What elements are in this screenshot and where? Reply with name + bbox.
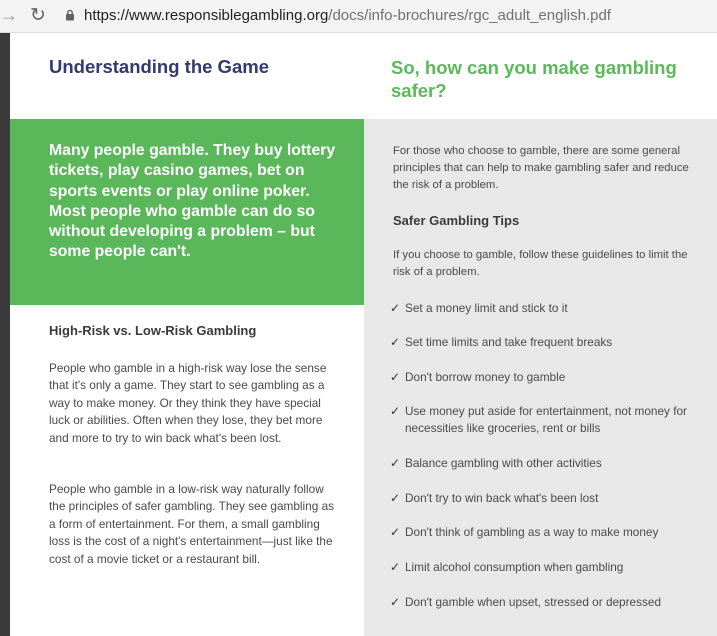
risk-section-title: High-Risk vs. Low-Risk Gambling [49, 323, 257, 338]
checkmark-icon: ✓ [390, 456, 401, 470]
safer-intro: For those who choose to gamble, there are some general principles that can help to make gambling safer and reduce the risk of a problem. [393, 145, 689, 191]
checkmark-icon: ✓ [390, 301, 401, 315]
checkmark-icon: ✓ [390, 335, 401, 349]
tip-text: Balance gambling with other activities [405, 456, 602, 470]
intro-callout-text: Many people gamble. They buy lottery tickets, play casino games, bet on sports events or play online poker. Most people who gamble can do so without developing a problem – but some people can't. [49, 142, 336, 261]
checkmark-icon: ✓ [390, 525, 401, 539]
low-risk-paragraph: People who gamble in a low-risk way naturally follow the principles of safer gambling. They see gambling as a form of entertainment. For them, a small gambling loss is the cost of a night's entertainment—just like the cost of a movie ticket or a restaurant bill. [49, 482, 335, 566]
tip-text: Don't borrow money to gamble [405, 370, 566, 384]
tips-intro: If you choose to gamble, follow these guidelines to limit the risk of a problem. [393, 249, 688, 278]
high-risk-paragraph: People who gamble in a high-risk way lose the sense that it's only a game. They start to see gambling as a way to make money. Or they think they have special luck or abilities. Often when they lose, they bet more and more to try to win back what's been lost. [49, 361, 327, 445]
safer-gambling-panel [364, 119, 717, 636]
tip-text: Set a money limit and stick to it [405, 301, 568, 315]
checkmark-icon: ✓ [390, 595, 401, 609]
page-title-safer: So, how can you make gambling safer? [391, 57, 677, 101]
tip-text: Set time limits and take frequent breaks [405, 335, 613, 349]
reload-icon[interactable]: ↻ [30, 5, 46, 26]
browser-toolbar [0, 0, 717, 33]
viewer-edge [0, 33, 10, 636]
tip-text: Don't gamble when upset, stressed or depressed [405, 595, 662, 609]
tip-text: Don't think of gambling as a way to make money [405, 525, 659, 539]
checkmark-icon: ✓ [390, 491, 401, 505]
forward-arrow-icon[interactable]: → [0, 5, 18, 25]
address-bar[interactable] [84, 7, 611, 24]
lock-icon[interactable] [64, 9, 76, 21]
page-title-understanding: Understanding the Game [49, 56, 269, 77]
checkmark-icon: ✓ [390, 560, 401, 574]
pdf-page [10, 33, 717, 636]
tips-title: Safer Gambling Tips [393, 213, 520, 228]
tip-text: Don't try to win back what's been lost [405, 491, 599, 505]
url-host: https://www.responsiblegambling.org [84, 7, 329, 24]
checkmark-icon: ✓ [390, 370, 401, 384]
tip-text: Limit alcohol consumption when gambling [405, 560, 624, 574]
tip-text: Use money put aside for entertainment, not money for necessities like groceries, rent or bills [405, 404, 687, 436]
checkmark-icon: ✓ [390, 404, 401, 418]
intro-callout [10, 119, 364, 305]
url-path: /docs/info-brochures/rgc_adult_english.pdf [328, 7, 611, 24]
